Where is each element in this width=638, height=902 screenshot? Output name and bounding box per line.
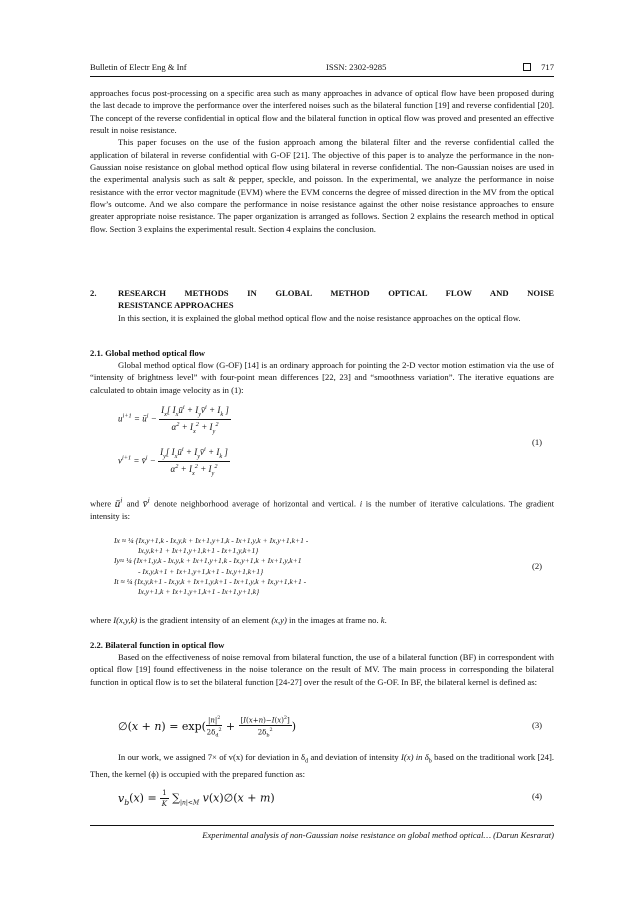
- equation-1-number: (1): [532, 437, 543, 447]
- equation-4: $v_b(x)$ = $\frac{1}{K}$ $\sum_{|n|<M}$ v(x)∅(x + m): [118, 789, 275, 808]
- equation-1-v: $v^{i+1}$ = v̄$^i$ − $\frac{I_y[ I_xū^i + I_yv̄^i + I_k ]}{\alpha^2 + I_x^2 + I_y^2}$: [118, 446, 228, 477]
- section-2-2-heading: 2.2. Bilateral function in optical flow: [90, 640, 225, 650]
- running-footer: Experimental analysis of non-Gaussian noise resistance on global method optical… (Darun Kesrarat): [202, 830, 554, 840]
- paragraph-intro: approaches focus post-processing on a specific area such as many approaches in advance of optical flow have been proposed during the last decade to improve the performance over the interfered noises such as the bilateral function [19] and reverse confidential [20]. The concept of the reverse confidential in optical flow and the bilateral function in optical flow was proved and presented an effective result in noise resistance. This paper focuses on the use of the fusion approach among the bilateral filter and the reverse confidential called the application of bilateral in reverse confidential with G-OF [21]. The objective of this paper is to analyze the performance in the non-Gaussian noise resistance on global method optical flow using bilateral in reverse confidential. The non-Gaussian noises are used in the experimental analysis such as salt & pepper, speckle, and poisson. In the experimental, we analyze the performance in noise resistance with the error vector magnitude (EVM) where the EVM concerns the degree of missed direction in the MV from the optical flow’s outcome. And we also compare the performance in noise resistance against the other noise resistance approaches to ensure greater appropriate noise resistance. The paper organization is arranged as follows. Section 2 explains the research method in optical flow. Section 3 explains the experimental result. Section 4 explains the conclusion.: [90, 88, 554, 234]
- where-paragraph-1: where $ū^i$ and v̄$^i$ denote neighborhood average of horizontal and vertical. i is the number of iterative calculations. The gradient intensity is:: [90, 495, 555, 521]
- square-icon: [523, 63, 531, 71]
- equation-3: ∅(x + n) = exp( $\frac{|n|^2}{2\delta_d^2}$ + $\frac{[I(x+n)-I(x)^2]}{2\delta_b^2}$ ): [118, 715, 297, 740]
- where-paragraph-2: where I(x,y,k) is the gradient intensity of an element (x,y) in the images at frame no. k.: [90, 615, 387, 625]
- equation-2-number: (2): [532, 561, 543, 571]
- page-number: 717: [541, 62, 554, 72]
- section-2-heading: 2. RESEARCH METHODS IN GLOBAL METHOD OPTICAL FLOW AND NOISE RESISTANCE APPROACHES: [90, 288, 554, 311]
- section-2-intro: In this section, it is explained the global method optical flow and the noise resistance approaches on the optical flow.: [118, 313, 521, 323]
- equation-3-number: (3): [532, 720, 543, 730]
- equation-4-number: (4): [532, 791, 543, 801]
- gradient-equations: Ix ≈ ¼ {Ix,y+1,k - Ix,y,k + Ix+1,y+1,k - Ix+1,y,k + Ix,y+1,k+1 - Ix,y,k+1 + Ix+1,y+1,k+1 - Ix+1,y,k+1} Iy≈ ¼ {Ix+1,y,k - Ix,y,k + Ix+1,y+1,k - Ix,y+1,k + Ix+1,y,k+1 - Ix,y,k+1 + Ix+1,y+1,k+1 - Ix,y+1,k+1} It ≈ ¼ {Ix,y,k+1 - Ix,y,k + Ix+1,y,k+1 - Ix+1,y,k + Ix,y+1,k+1 - Ix,y+1,k + Ix+1,y+1,k+1 - Ix+1,y+1,k}: [114, 536, 309, 597]
- equation-1-u: $u^{i+1}$ = $ū^i$ − $\frac{I_x[ I_xū^i + I_yv̄^i + I_k ]}{\alpha^2 + I_x^2 + I_y^2}$: [118, 404, 229, 435]
- footer-rule: [90, 825, 554, 826]
- section-2-1-heading: 2.1. Global method optical flow: [90, 348, 206, 358]
- page-number-group: [523, 62, 554, 72]
- issn: ISSN: 2302-9285: [326, 62, 387, 72]
- header-rule: [90, 76, 554, 77]
- paragraph-focus: This paper focuses on the use of the fusion approach among the bilateral filter and the reverse confidential called the application of bilateral in reverse confidential with G-OF [21]. The objective of this paper is to analyze the performance in the non-Gaussian noise resistance on global method optical flow using bilateral in reverse confidential. The non-Gaussian noises are used in the experimental analysis such as salt & pepper, speckle, and poisson. In the experimental, we analyze the performance in noise resistance with the error vector magnitude (EVM) where the EVM concerns the degree of missed direction in the MV from the optical flow’s outcome. And we also compare the performance in noise resistance against the other noise resistance approaches to ensure greater appropriate noise resistance. The paper organization is arranged as follows. Section 2 explains the research method in optical flow. Section 3 explains the experimental result. Section 4 explains the conclusion.: [90, 137, 554, 234]
- section-2-1-paragraph: Global method optical flow (G-OF) [14] is an ordinary approach for pointing the 2-D vector motion estimation via the use of “intensity of brightness level” with four-point mean differences [22, 23] and “smoothness variation”. The iterative equations are calculated to obtain image velocity as in (1):: [90, 360, 554, 395]
- running-header: [90, 62, 554, 74]
- section-2-2-paragraph: Based on the effectiveness of noise removal from bilateral function, the use of a bilateral function (BF) in correspondent with optical flow [19] found effectiveness in the noise tolerance on the result of MV. The main process in corresponding the bilateral function in optical flow is to set the bilateral function [24-27] over the result of the G-OF. In BF, the bilateral kernel is defined as:: [90, 652, 554, 687]
- assignment-paragraph: In our work, we assigned 7× of v(x) for deviation in $\delta_d$ and deviation of intensity I(x) in $\delta_b$ based on the traditional work [24]. Then, the kernel (ϕ) is occupied with the prepared function as:: [90, 752, 555, 780]
- journal-name: Bulletin of Electr Eng & Inf: [90, 62, 187, 72]
